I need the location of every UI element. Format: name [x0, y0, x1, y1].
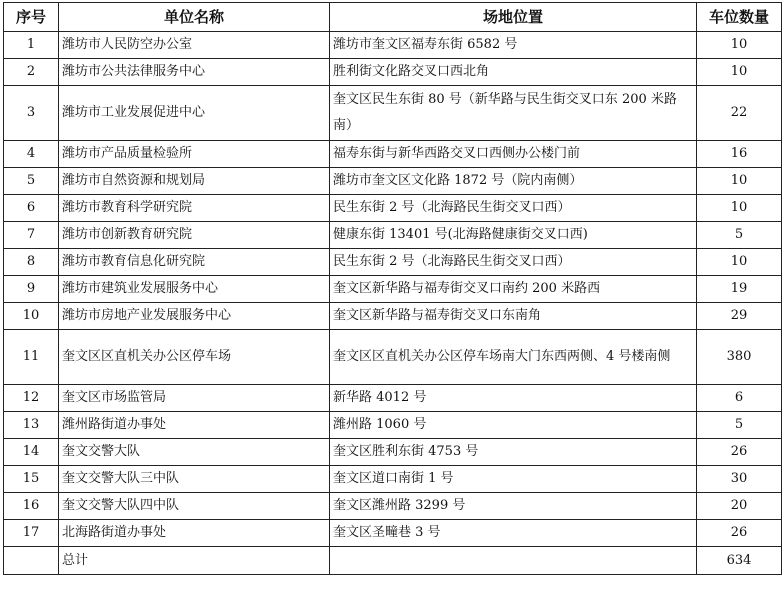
row-no: 7 — [4, 222, 59, 249]
row-spaces: 6 — [697, 385, 782, 412]
row-spaces: 380 — [697, 330, 782, 385]
header-location: 场地位置 — [330, 3, 697, 32]
table-row — [4, 86, 782, 141]
row-unit: 潍坊市产品质量检验所 — [59, 141, 330, 168]
row-location: 奎文区新华路与福寿街交叉口东南角 — [330, 303, 697, 330]
row-unit: 潍坊市人民防空办公室 — [59, 32, 330, 59]
table-row — [4, 493, 782, 520]
total-no-cell — [4, 547, 59, 575]
table-row — [4, 168, 782, 195]
row-unit: 潍坊市教育信息化研究院 — [59, 249, 330, 276]
row-location: 胜利街文化路交叉口西北角 — [330, 59, 697, 86]
row-location: 奎文区道口南街 1 号 — [330, 466, 697, 493]
parking-spaces-table — [3, 2, 782, 575]
row-unit: 潍坊市建筑业发展服务中心 — [59, 276, 330, 303]
row-unit: 潍坊市工业发展促进中心 — [59, 86, 330, 141]
row-no: 9 — [4, 276, 59, 303]
table-row — [4, 520, 782, 547]
row-location: 潍坊市奎文区福寿东街 6582 号 — [330, 32, 697, 59]
row-location: 民生东街 2 号（北海路民生街交叉口西） — [330, 195, 697, 222]
total-label: 总计 — [59, 547, 330, 575]
row-location: 奎文区新华路与福寿街交叉口南约 200 米路西 — [330, 276, 697, 303]
row-spaces: 10 — [697, 249, 782, 276]
table-row — [4, 59, 782, 86]
row-spaces: 19 — [697, 276, 782, 303]
parking-table-container — [3, 2, 782, 575]
row-spaces: 16 — [697, 141, 782, 168]
table-row — [4, 141, 782, 168]
row-no: 8 — [4, 249, 59, 276]
row-location: 民生东街 2 号（北海路民生街交叉口西） — [330, 249, 697, 276]
row-location: 健康东街 13401 号(北海路健康街交叉口西) — [330, 222, 697, 249]
row-spaces: 29 — [697, 303, 782, 330]
table-row — [4, 412, 782, 439]
row-no: 15 — [4, 466, 59, 493]
row-location: 奎文区区直机关办公区停车场南大门东西两侧、4 号楼南侧 — [330, 330, 697, 385]
row-location: 福寿东街与新华西路交叉口西侧办公楼门前 — [330, 141, 697, 168]
row-no: 13 — [4, 412, 59, 439]
row-no: 2 — [4, 59, 59, 86]
row-spaces: 5 — [697, 412, 782, 439]
row-unit: 潍坊市自然资源和规划局 — [59, 168, 330, 195]
table-row — [4, 222, 782, 249]
row-spaces: 22 — [697, 86, 782, 141]
row-no: 4 — [4, 141, 59, 168]
total-spaces: 634 — [697, 547, 782, 575]
header-spaces: 车位数量 — [697, 3, 782, 32]
table-row — [4, 249, 782, 276]
table-header-row — [4, 3, 782, 32]
row-spaces: 30 — [697, 466, 782, 493]
row-location: 奎文区圣疃巷 3 号 — [330, 520, 697, 547]
row-no: 16 — [4, 493, 59, 520]
table-row — [4, 466, 782, 493]
row-unit: 潍坊市房地产业发展服务中心 — [59, 303, 330, 330]
table-row — [4, 195, 782, 222]
row-location: 潍坊市奎文区文化路 1872 号（院内南侧） — [330, 168, 697, 195]
total-location-cell — [330, 547, 697, 575]
row-no: 14 — [4, 439, 59, 466]
row-no: 10 — [4, 303, 59, 330]
row-unit: 潍坊市教育科学研究院 — [59, 195, 330, 222]
row-unit: 潍州路街道办事处 — [59, 412, 330, 439]
row-unit: 北海路街道办事处 — [59, 520, 330, 547]
row-spaces: 20 — [697, 493, 782, 520]
row-no: 11 — [4, 330, 59, 385]
total-row — [4, 547, 782, 575]
table-row — [4, 385, 782, 412]
row-unit: 奎文交警大队 — [59, 439, 330, 466]
row-location: 潍州路 1060 号 — [330, 412, 697, 439]
row-location: 奎文区胜利东街 4753 号 — [330, 439, 697, 466]
header-no: 序号 — [4, 3, 59, 32]
row-no: 17 — [4, 520, 59, 547]
row-spaces: 10 — [697, 59, 782, 86]
row-unit: 潍坊市公共法律服务中心 — [59, 59, 330, 86]
row-spaces: 10 — [697, 195, 782, 222]
row-no: 5 — [4, 168, 59, 195]
row-unit: 奎文区区直机关办公区停车场 — [59, 330, 330, 385]
row-no: 3 — [4, 86, 59, 141]
table-row — [4, 439, 782, 466]
row-location: 奎文区民生东街 80 号（新华路与民生街交叉口东 200 米路南） — [330, 86, 697, 141]
row-unit: 奎文区市场监管局 — [59, 385, 330, 412]
row-spaces: 26 — [697, 439, 782, 466]
row-unit: 奎文交警大队四中队 — [59, 493, 330, 520]
row-no: 12 — [4, 385, 59, 412]
row-no: 6 — [4, 195, 59, 222]
row-location: 奎文区潍州路 3299 号 — [330, 493, 697, 520]
row-location: 新华路 4012 号 — [330, 385, 697, 412]
row-no: 1 — [4, 32, 59, 59]
row-unit: 潍坊市创新教育研究院 — [59, 222, 330, 249]
header-unit: 单位名称 — [59, 3, 330, 32]
row-spaces: 5 — [697, 222, 782, 249]
table-row — [4, 32, 782, 59]
row-spaces: 10 — [697, 32, 782, 59]
table-row — [4, 276, 782, 303]
table-row — [4, 330, 782, 385]
table-row — [4, 303, 782, 330]
row-unit: 奎文交警大队三中队 — [59, 466, 330, 493]
row-spaces: 10 — [697, 168, 782, 195]
row-spaces: 26 — [697, 520, 782, 547]
